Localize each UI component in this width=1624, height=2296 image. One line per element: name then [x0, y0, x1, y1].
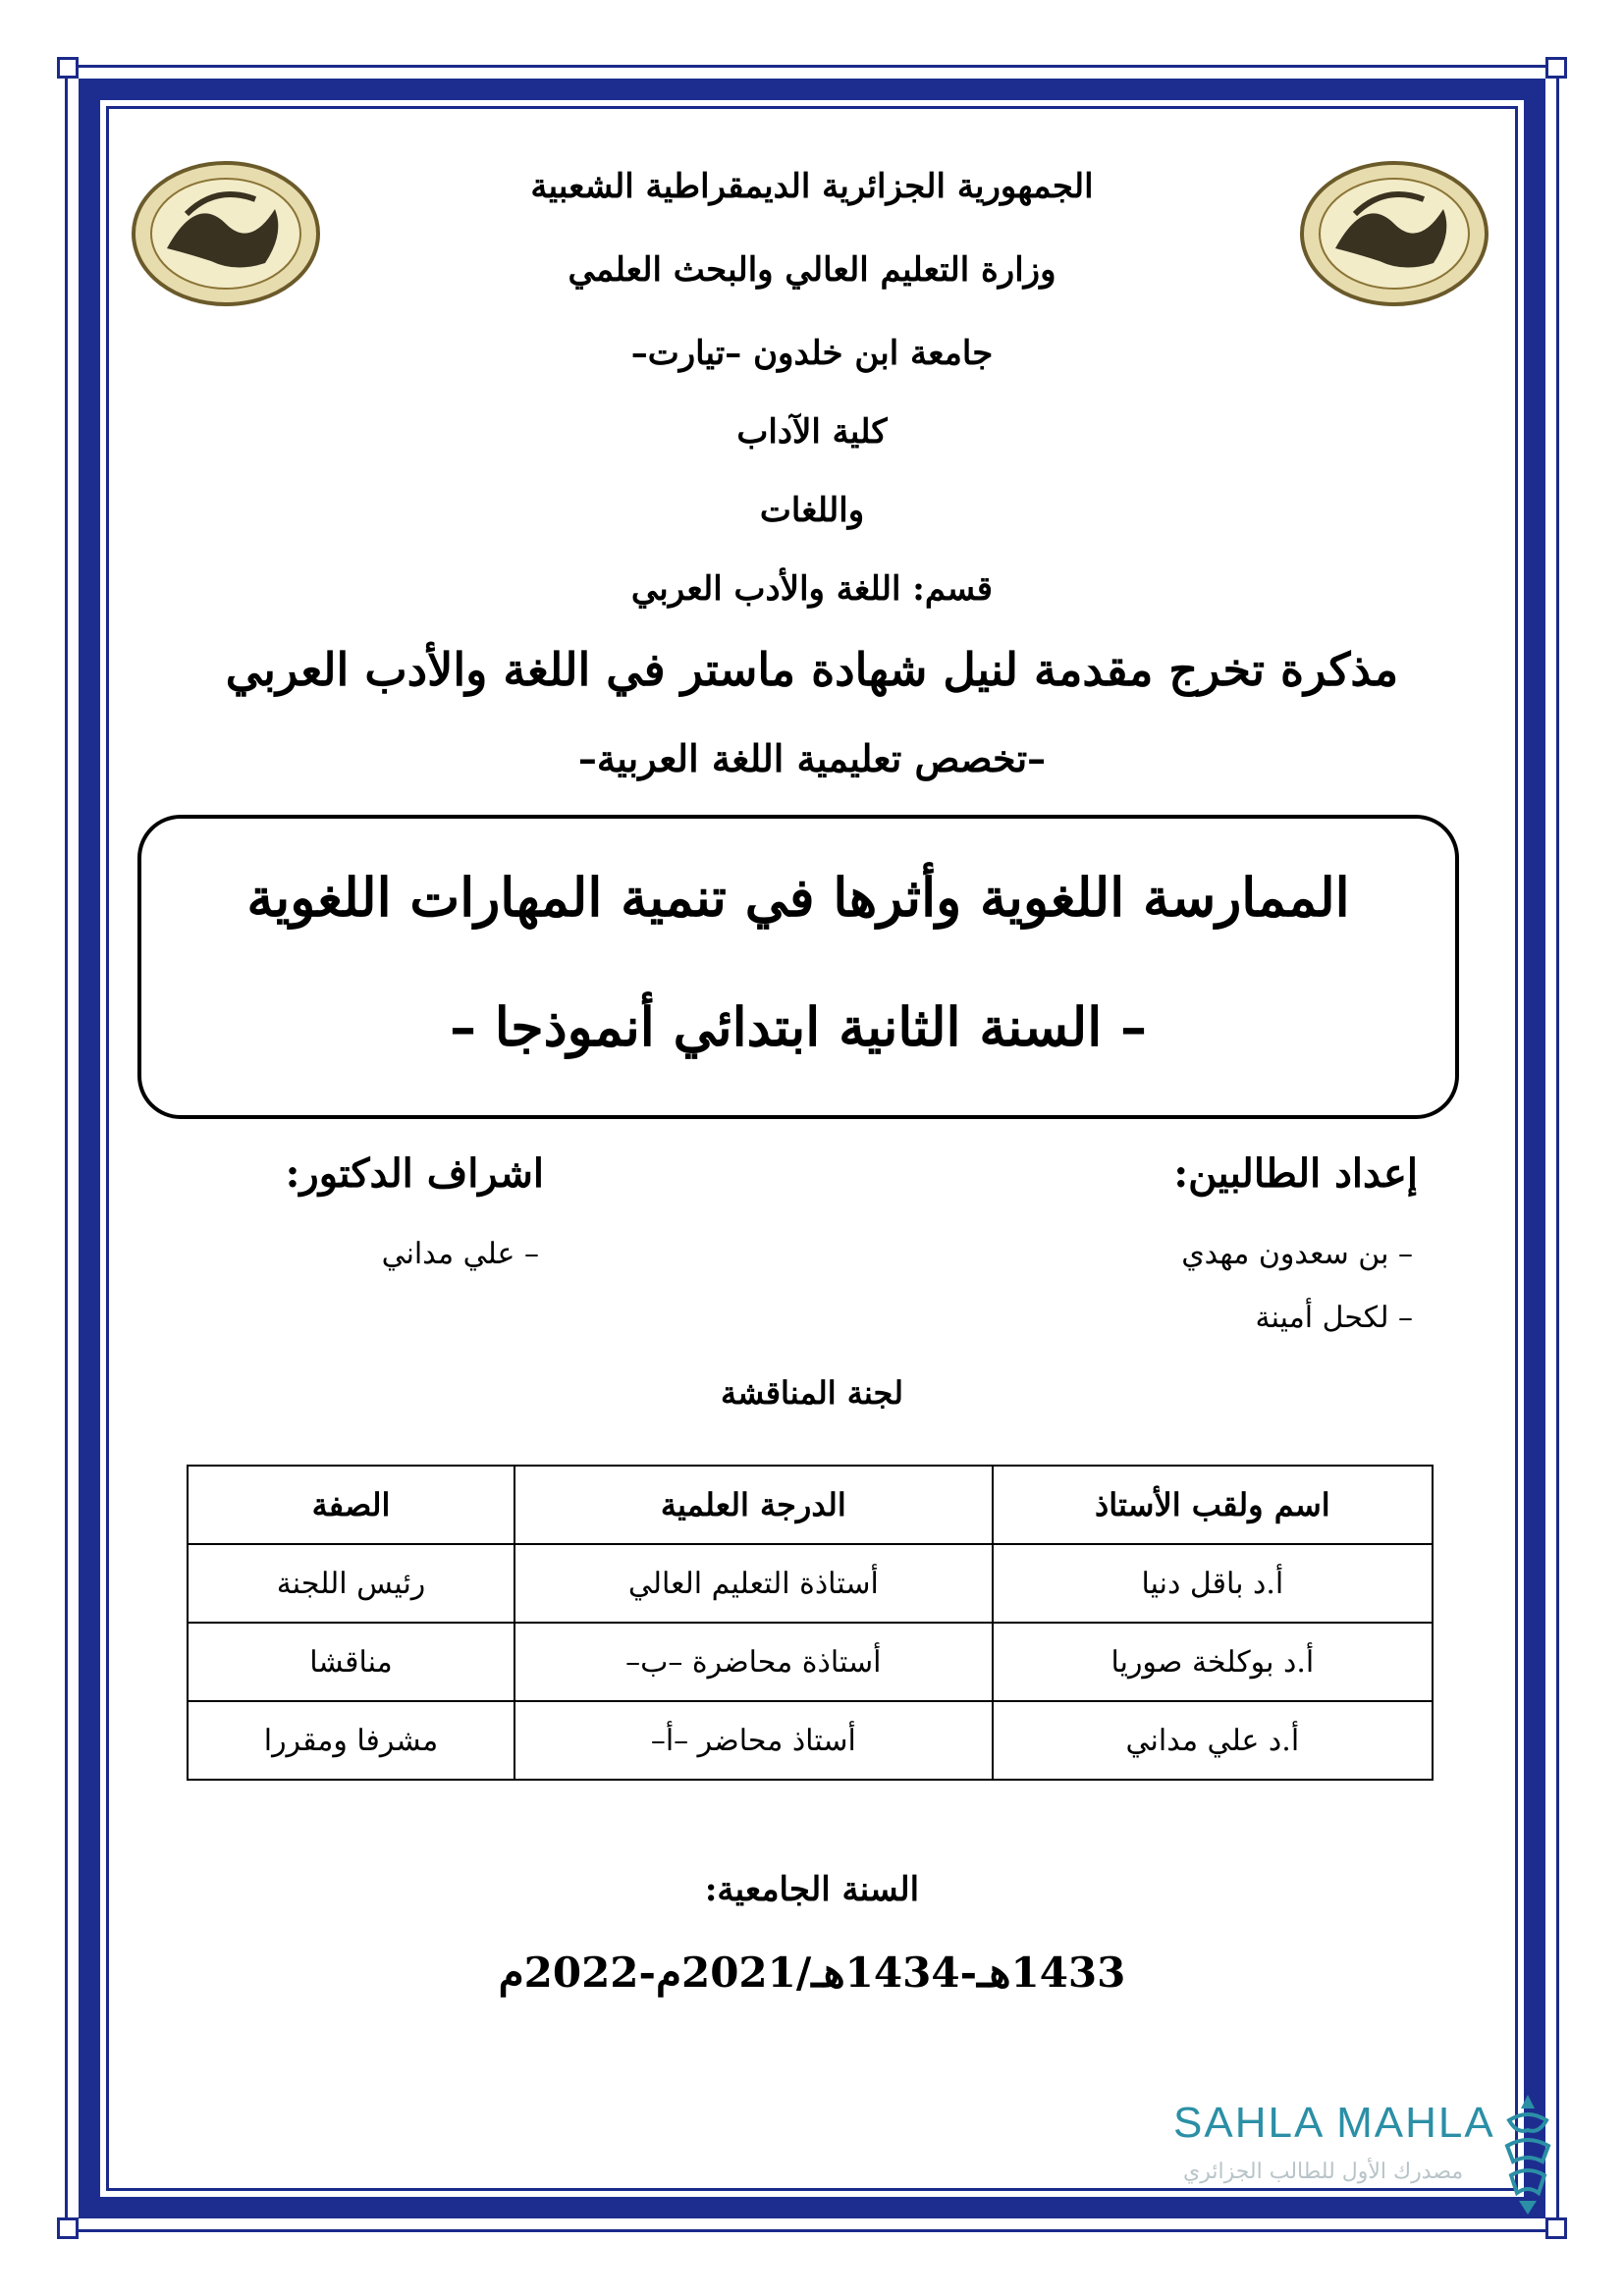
student-name-2: – لكحل أمينة: [1255, 1301, 1413, 1335]
header-university: جامعة ابن خلدون –تيارت–: [630, 334, 994, 373]
jury-member-role: مناقشا: [188, 1623, 514, 1701]
frame-corner-top-left: [57, 57, 79, 79]
frame-corner-top-right: [1545, 57, 1567, 79]
supervisor-label: اشراف الدكتور:: [285, 1150, 544, 1197]
header-faculty-line2: واللغات: [759, 491, 865, 530]
sahla-mahla-logo-icon: [1499, 2091, 1556, 2216]
header-republic: الجمهورية الجزائرية الديمقراطية الشعبية: [530, 167, 1094, 206]
header-academic-rank: الدرجة العلمية: [514, 1466, 993, 1544]
header-ministry: وزارة التعليم العالي والبحث العلمي: [568, 250, 1056, 290]
thesis-title-line1: الممارسة اللغوية وأثرها في تنمية المهارات اللغوية: [246, 866, 1350, 929]
table-row: [188, 1623, 1433, 1701]
jury-member-role: رئيس اللجنة: [188, 1544, 514, 1623]
table-row: [188, 1701, 1433, 1780]
watermark-tagline: مصدرك الأول للطالب الجزائري: [1183, 2160, 1464, 2184]
sahla-mahla-watermark: [1173, 2091, 1556, 2218]
thesis-title-box: [137, 815, 1459, 1119]
thesis-title-line2: – السنة الثانية ابتدائي أنموذجا –: [449, 995, 1148, 1058]
jury-member-name: أ.د علي مداني: [993, 1701, 1433, 1780]
academic-year-value: 1433هـ-1434هـ/2021م-2022م: [498, 1949, 1126, 1997]
jury-member-name: أ.د بوكلخة صوريا: [993, 1623, 1433, 1701]
memo-specialty: –تخصص تعليمية اللغة العربية–: [577, 736, 1047, 780]
table-row: [188, 1544, 1433, 1623]
jury-title: لجنة المناقشة: [721, 1374, 903, 1412]
jury-member-rank: أستاذة التعليم العالي: [514, 1544, 993, 1623]
jury-member-role: مشرفا ومقررا: [188, 1701, 514, 1780]
student-name-1: – بن سعدون مهدي: [1181, 1237, 1413, 1271]
header-name-title: اسم ولقب الأستاذ: [993, 1466, 1433, 1544]
jury-table: [187, 1465, 1434, 1781]
frame-corner-bottom-left: [57, 2217, 79, 2239]
supervisor-name: – علي مداني: [381, 1237, 539, 1271]
jury-member-name: أ.د باقل دنيا: [993, 1544, 1433, 1623]
frame-corner-bottom-right: [1545, 2217, 1567, 2239]
jury-table-header: [188, 1466, 1433, 1544]
header-role: الصفة: [188, 1466, 514, 1544]
memo-degree: مذكرة تخرج مقدمة لنيل شهادة ماستر في اللغة والأدب العربي: [225, 643, 1399, 696]
watermark-brand: SAHLA MAHLA: [1173, 2099, 1495, 2147]
jury-member-rank: أستاذ محاضر –أ–: [514, 1701, 993, 1780]
header-department: قسم: اللغة والأدب العربي: [630, 569, 994, 609]
jury-member-rank: أستاذة محاضرة –ب–: [514, 1623, 993, 1701]
header-faculty-line1: كلية الآداب: [736, 412, 888, 452]
students-label: إعداد الطالبين:: [1173, 1150, 1418, 1197]
academic-year-label: السنة الجامعية:: [704, 1870, 920, 1909]
